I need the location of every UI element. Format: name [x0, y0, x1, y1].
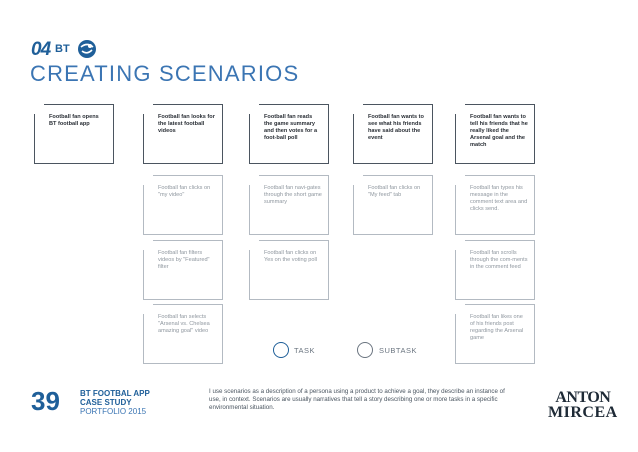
footer-description: I use scenarios as a description of a persona using a product to achieve a goal, they describe an instance of use, in context. Scenarios are usually narratives that tell a story describing one or more tasks in a specific environmental situation. — [209, 388, 505, 411]
subtask-card — [455, 304, 535, 364]
footer-case-study: CASE STUDY — [80, 398, 132, 407]
card-text: Football fan reads the game summary and then votes for a foot-ball poll — [264, 114, 318, 141]
subtask-legend-circle-icon — [357, 342, 373, 358]
card-text: Football fan selects "Arsenal vs. Chelsea amazing goal" video — [158, 314, 210, 334]
card-text: Football fan clicks on "my video" — [158, 185, 211, 198]
subtask-card — [353, 175, 433, 235]
footer-portfolio: PORTFOLIO 2015 — [80, 407, 147, 416]
section-number: 04 — [31, 39, 51, 60]
page-number: 39 — [31, 386, 60, 416]
card-text: Football fan likes one of his friends post regarding the Arsenal game — [470, 314, 524, 341]
subtask-card — [143, 304, 223, 364]
task-legend-label: TASK — [294, 346, 316, 355]
card-text: Football fan filters videos by "Featured" filter — [158, 250, 210, 270]
author-logo — [548, 390, 618, 420]
page-title: CREATING SCENARIOS — [30, 61, 300, 86]
subtask-card — [249, 240, 329, 300]
card-text: Football fan types his message in the comment text area and clicks send. — [470, 185, 528, 212]
subtask-card — [143, 240, 223, 300]
bt-logo-text: BT — [55, 43, 70, 55]
card-text: Football fan wants to see what his friends have said about the event — [368, 114, 424, 141]
task-card — [34, 104, 114, 164]
task-legend-circle-icon — [273, 342, 289, 358]
subtask-card — [455, 240, 535, 300]
card-text: Football fan navi-gates through the short game summary — [264, 185, 322, 205]
task-card — [249, 104, 329, 164]
task-card — [353, 104, 433, 164]
subtask-legend-label: SUBTASK — [379, 346, 417, 355]
logo-line-2: MIRCEA — [548, 404, 618, 421]
card-text: Football fan wants to tell his friends that he really liked the Arsenal goal and the match — [470, 114, 528, 148]
card-text: Football fan looks for the latest football videos — [158, 114, 215, 134]
card-text: Football fan clicks on "My feed" tab — [368, 185, 421, 198]
footer-project-title: BT FOOTBAL APP — [80, 389, 150, 398]
card-text: Football fan scrolls through the com-ments in the comment feed — [470, 250, 528, 270]
task-card — [143, 104, 223, 164]
card-text: Football fan opens BT football app — [49, 114, 99, 127]
bt-globe-icon — [76, 38, 98, 60]
subtask-card — [143, 175, 223, 235]
card-text: Football fan clicks on Yes on the voting poll — [264, 250, 317, 263]
subtask-card — [455, 175, 535, 235]
subtask-card — [249, 175, 329, 235]
task-card — [455, 104, 535, 164]
logo-line-1: ANTON — [555, 389, 611, 406]
